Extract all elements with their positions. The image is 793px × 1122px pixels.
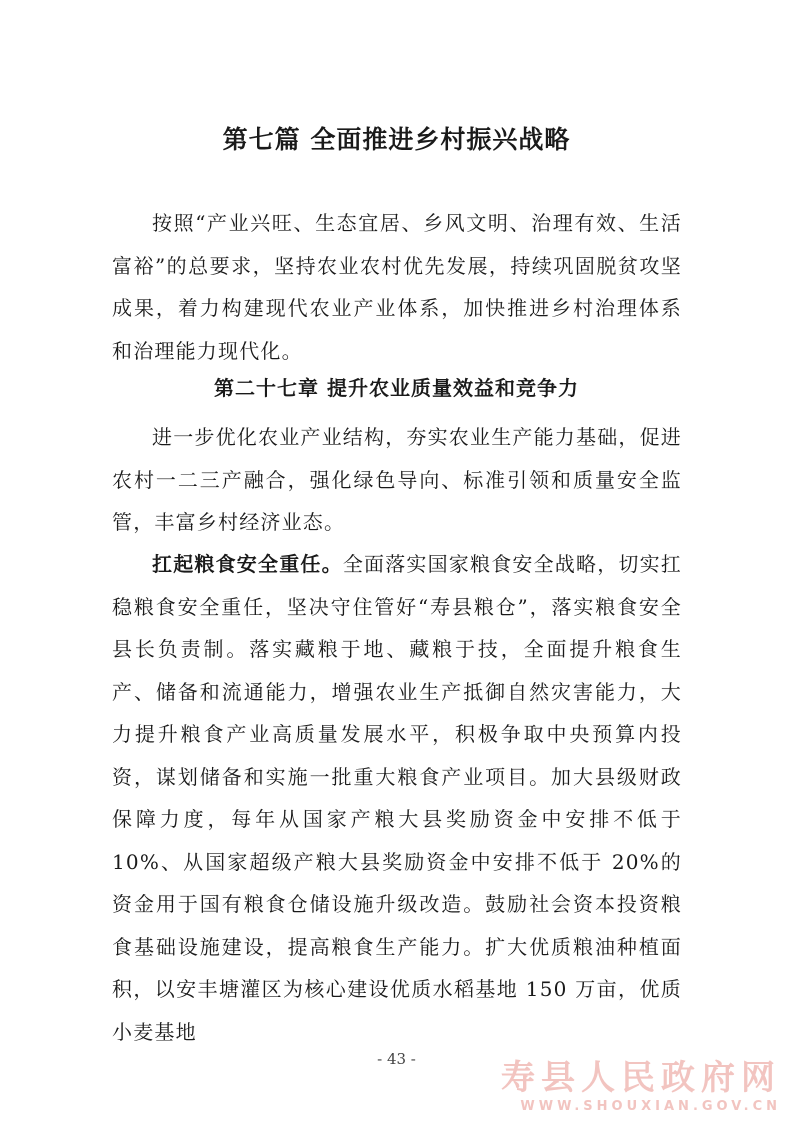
chapter-title: 第二十七章 提升农业质量效益和竞争力 (214, 376, 579, 400)
section-lead: 扛起粮食安全重任。 (152, 552, 343, 576)
intro-paragraph: 按照“产业兴旺、生态宜居、乡风文明、治理有效、生活富裕”的总要求，坚持农业农村优先发展，持续巩固脱贫攻坚成果，着力构建现代农业产业体系，加快推进乡村治理体系和治理能力现代化。 (112, 211, 682, 363)
section-paragraph (112, 543, 682, 1053)
watermark-cn: 寿县人民政府网 (501, 1058, 781, 1098)
section-body: 全面落实国家粮食安全战略，切实扛稳粮食安全重任，坚决守住管好“寿县粮仓”，落实粮食安全县长负责制。落实藏粮于地、藏粮于技，全面提升粮食生产、储备和流通能力，增强农业生产抵御自然灾害能力，大力提升粮食产业高质量发展水平，积极争取中央预算内投资，谋划储备和实施一批重大粮食产业项目。加大县级财政保障力度，每年从国家产粮大县奖励资金中安排不低于 10%、从国家超级产粮大县奖励资金中安排不低于 20%的资金用于国有粮食仓储设施升级改造。鼓励社会资本投资粮食基础设施建设，提高粮食生产能力。扩大优质粮油种植面积，以安丰塘灌区为核心建设优质水稻基地 150 万亩，优质小麦基地 (112, 552, 683, 1044)
section-block (112, 543, 682, 1053)
intro-paragraph-block (112, 202, 682, 372)
part-title: 第七篇 全面推进乡村振兴战略 (222, 125, 571, 154)
chapter-intro-block (112, 416, 682, 544)
page-number: - 43 - (377, 1050, 416, 1068)
site-watermark (501, 1050, 781, 1114)
watermark-en: WWW.SHOUXIAN.GOV.CN (520, 1099, 781, 1114)
chapter-intro-paragraph: 进一步优化农业产业结构，夯实农业生产能力基础，促进农村一二三产融合，强化绿色导向、标准引领和质量安全监管，丰富乡村经济业态。 (112, 425, 682, 534)
